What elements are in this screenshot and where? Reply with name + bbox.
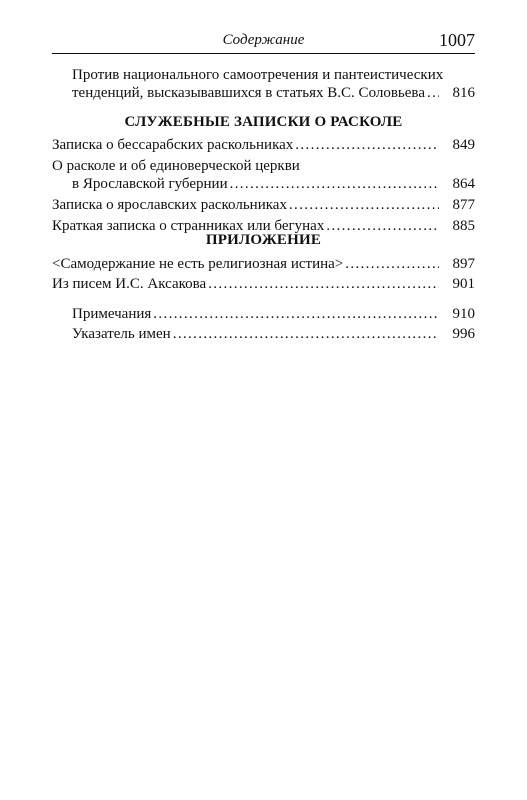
toc-entry[interactable] — [52, 196, 475, 214]
running-head — [52, 30, 475, 52]
toc-entry-page: 910 — [439, 305, 475, 323]
toc-entry-text: тенденций, высказывавшихся в статьях В.С. Соловьева — [52, 84, 425, 102]
toc-entry-page: 901 — [439, 275, 475, 293]
leader-dots — [287, 196, 439, 214]
page-number: 1007 — [439, 30, 475, 50]
leader-dots — [343, 255, 439, 273]
toc-entry-page: 885 — [439, 217, 475, 235]
leader-dots — [425, 84, 439, 102]
leader-dots — [206, 275, 439, 293]
toc-entry-text: Краткая записка о странниках или бегунах — [52, 218, 325, 234]
toc-entry[interactable] — [52, 136, 475, 154]
toc-entry[interactable] — [52, 325, 475, 343]
toc-entry-page: 849 — [439, 136, 475, 154]
toc-entry-page: 897 — [439, 255, 475, 273]
toc-entry-page: 816 — [439, 84, 475, 102]
section-heading: ПРИЛОЖЕНИЕ — [205, 232, 322, 248]
toc-entry-text: <Самодержание не есть религиозная истина> — [52, 256, 344, 272]
toc-block-back-matter — [52, 305, 475, 343]
leader-dots — [293, 136, 439, 154]
toc-entry-page: 877 — [439, 196, 475, 214]
toc-entry-text: Из писем И.С. Аксакова — [52, 276, 207, 292]
toc-block-top — [52, 66, 475, 102]
toc-entry[interactable] — [52, 84, 475, 102]
toc-entry-line: О расколе и об единоверческой церкви — [52, 158, 300, 174]
toc-entry[interactable] — [52, 305, 475, 323]
toc-entry[interactable] — [52, 175, 475, 193]
header-rule — [52, 53, 475, 54]
running-head-title: Содержание — [222, 32, 305, 48]
toc-entry-text: Указатель имен — [52, 325, 171, 343]
toc-entry-page: 864 — [439, 175, 475, 193]
toc-entry[interactable] — [52, 275, 475, 293]
toc-entry-page: 996 — [439, 325, 475, 343]
toc-entry-text: Записка о ярославских раскольниках — [52, 197, 287, 213]
toc-entry[interactable] — [52, 255, 475, 273]
section-heading: СЛУЖЕБНЫЕ ЗАПИСКИ О РАСКОЛЕ — [124, 114, 403, 130]
toc-entry-text: Записка о бессарабских раскольниках — [52, 137, 294, 153]
leader-dots — [228, 175, 439, 193]
toc-entry-line: Против национального самоотречения и пантеистических — [72, 67, 444, 83]
toc-entry-text: в Ярославской губернии — [52, 175, 228, 193]
toc-entry-text: Примечания — [52, 305, 151, 323]
leader-dots — [171, 325, 439, 343]
leader-dots — [151, 305, 439, 323]
toc-block-section1 — [52, 136, 475, 235]
toc-block-section2 — [52, 255, 475, 293]
